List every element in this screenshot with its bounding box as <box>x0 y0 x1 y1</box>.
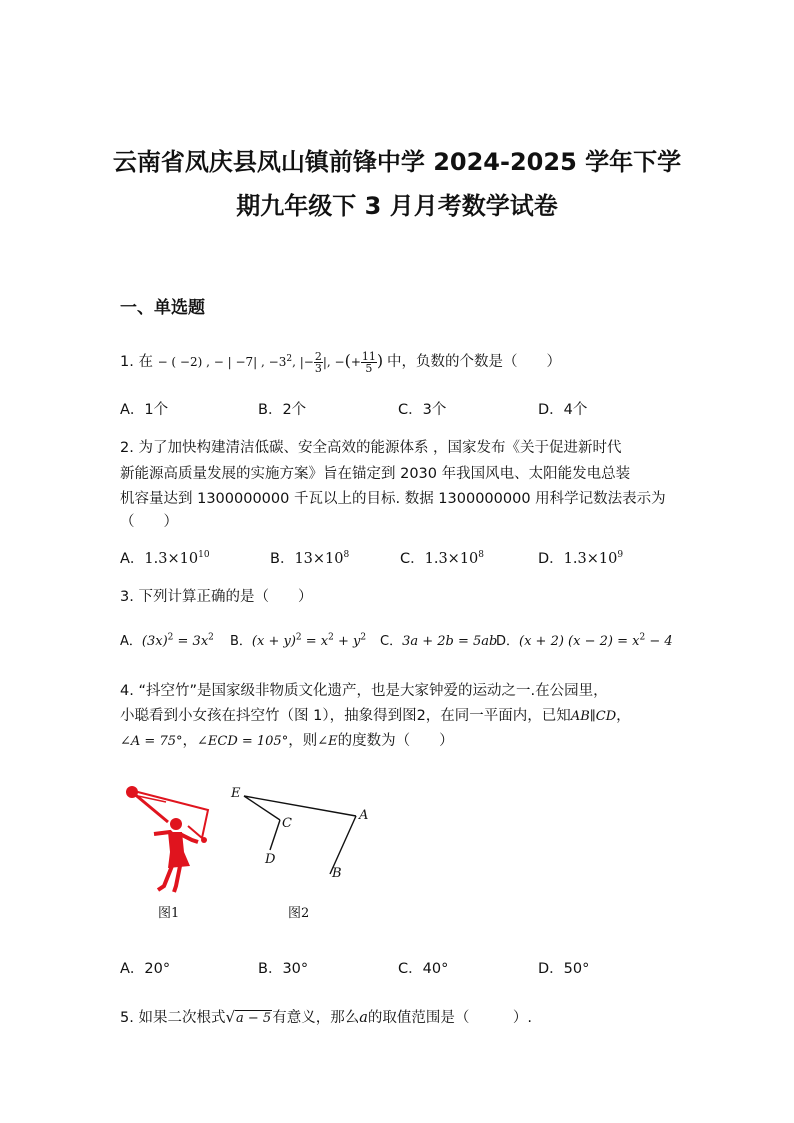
q1-math-part3: , − <box>326 355 345 369</box>
segment-CD <box>270 820 280 850</box>
q3-option-d: D．(x + 2) $(x - 2) = x^2 - 4$ <box>496 632 673 649</box>
q2-line-4: （ ） <box>120 514 178 530</box>
figure-1-label: 图1 <box>158 906 180 921</box>
section-heading: 一、单选题 <box>120 298 205 318</box>
figure-2-geometry <box>226 782 376 892</box>
question-1 <box>120 350 561 374</box>
question-5 <box>120 1006 532 1027</box>
q5-post: 的取值范围是（ ）. <box>367 1010 532 1026</box>
q1-option-a: A．1个 <box>120 402 169 418</box>
q2-line-1: 2. 为了加快构建清洁低碳、安全高效的能源体系 ，国家发布《关于促进新时代 <box>120 440 622 456</box>
q3-option-a: A．$(3x)^2 = 3x^2$ <box>120 632 214 649</box>
q1-option-c: C．3个 <box>398 402 447 418</box>
q2-option-c: C．$1.3\times 10^8$ <box>400 550 485 567</box>
q1-math-part1: − ( −2) , − | −7| , −3 <box>157 355 287 369</box>
q1-post: 中，负数的个数是（ ） <box>386 354 561 370</box>
q5-mid: 有意义，那么 <box>272 1010 360 1026</box>
q2-line-2: 新能源高质量发展的实施方案》旨在锚定到 2030 年我国风电、太阳能发电总装 <box>120 466 631 482</box>
figure-1-diabolo-girl <box>118 782 218 898</box>
q5-variable: a <box>359 1010 368 1026</box>
figure-2-label: 图2 <box>288 906 310 921</box>
q1-number: 1. <box>120 354 134 370</box>
point-label-c: C <box>282 816 292 831</box>
q1-math-sup: 2 <box>286 354 293 364</box>
q2-line-3: 机容量达到 1300000000 千瓦以上的目标. 数据 1300000000 用科学记数法表示为 <box>120 491 666 507</box>
sqrt-sign: √ <box>225 1008 236 1026</box>
q2-option-d: D．$1.3\times 10^9$ <box>538 550 624 567</box>
q3-option-b: B．$(x + y)^2 = x^2 + y^2$ <box>230 632 367 649</box>
q4-line-1: 4. “抖空竹”是国家级非物质文化遗产，也是大家钟爱的运动之一.在公园里， <box>120 683 608 699</box>
q1-pre: 在 <box>138 354 153 370</box>
q1-math-part2: , <box>292 355 300 369</box>
point-label-a: A <box>359 808 369 823</box>
q1-fraction-1: $\frac{2}{3}$ <box>314 350 322 375</box>
point-label-d: D <box>265 852 276 867</box>
q5-radicand: a − 5 <box>236 1011 272 1026</box>
q5-pre: 5. 如果二次根式 <box>120 1010 226 1026</box>
q2-option-b: B．$13\times 10^8$ <box>270 550 350 567</box>
point-label-e: E <box>231 786 241 801</box>
q1-math: − ( −2) , − | −7| , $-3^2$, |− $\frac{2}{3}$ |, −(+ $\frac{11}{5}$ ) <box>157 350 384 375</box>
q4-option-a: A．20° <box>120 961 171 977</box>
q1-fraction-2: $\frac{11}{5}$ <box>361 350 376 375</box>
q4-line-2: 小聪看到小女孩在抖空竹（图 1），抽象得到图2，在同一平面内，已知AB∥CD， <box>120 708 631 724</box>
q4-option-b: B．30° <box>258 961 309 977</box>
point-label-b: B <box>332 866 342 881</box>
q4-line-3: ∠A = 75°，∠ECD = 105°，则∠E的度数为（ ） <box>120 733 454 749</box>
segment-EA <box>244 796 356 816</box>
q1-option-b: B．2个 <box>258 402 307 418</box>
q3-option-c: C．3a + 2b = 5ab <box>380 634 498 649</box>
page-title-line-2: 期九年级下 3 月月考数学试卷 <box>236 192 558 220</box>
q3-stem: 3. 下列计算正确的是（ ） <box>120 589 313 605</box>
q2-option-a: A．$1.3\times 10^{10}$ <box>120 550 210 567</box>
q4-option-c: C．40° <box>398 961 449 977</box>
q4-option-d: D．50° <box>538 961 590 977</box>
page-title-line-1: 云南省凤庆县凤山镇前锋中学 2024-2025 学年下学 <box>112 148 682 176</box>
q1-option-d: D．4个 <box>538 402 588 418</box>
